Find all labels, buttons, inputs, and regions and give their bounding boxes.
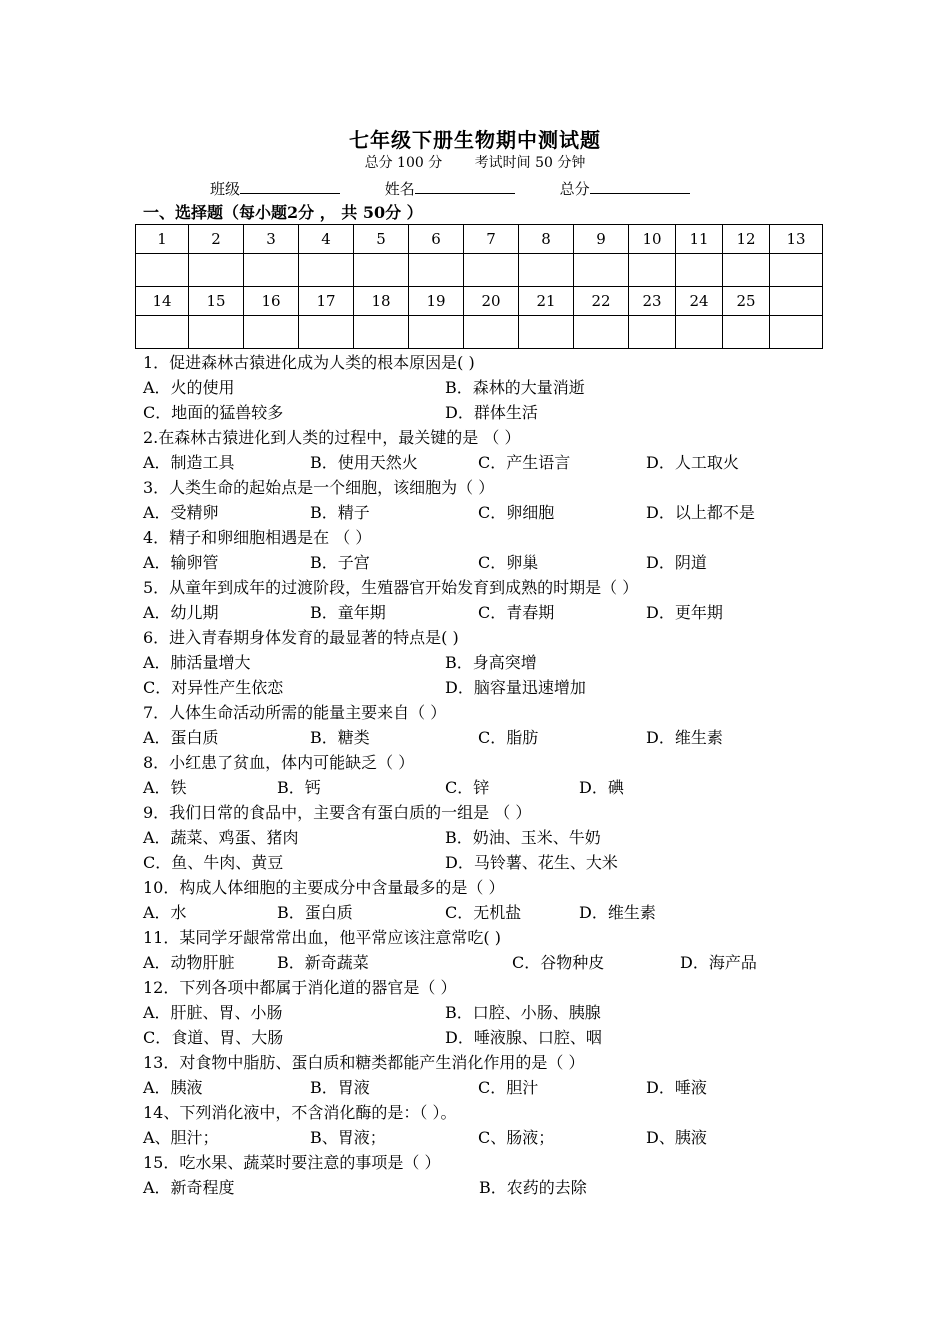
option-choice[interactable]: B．钙: [277, 778, 321, 797]
total-score-text: 总分 100 分: [364, 155, 443, 171]
option-choice[interactable]: D．海产品: [680, 953, 757, 972]
question-number-cell: 24: [676, 287, 723, 316]
question-stem: 15．吃水果、蔬菜时要注意的事项是（ ）: [143, 1153, 441, 1172]
option-row: [143, 725, 843, 750]
option-choice[interactable]: D、胰液: [646, 1128, 707, 1147]
question-number-cell: 9: [574, 225, 629, 254]
option-choice[interactable]: A．肝脏、胃、小肠: [143, 1003, 283, 1022]
option-choice[interactable]: B、胃液；: [310, 1128, 386, 1147]
number-row: [136, 225, 823, 254]
question-number-cell: 5: [354, 225, 409, 254]
answer-cell[interactable]: [244, 316, 299, 349]
option-choice[interactable]: A．幼儿期: [143, 603, 219, 622]
question-stem: 11．某同学牙龈常常出血，他平常应该注意常吃( ): [143, 928, 501, 947]
answer-cell[interactable]: [189, 316, 244, 349]
answer-cell[interactable]: [354, 316, 409, 349]
option-choice[interactable]: A．肺活量增大: [143, 653, 251, 672]
option-choice[interactable]: B．口腔、小肠、胰腺: [445, 1003, 601, 1022]
option-choice[interactable]: D．以上都不是: [646, 503, 755, 522]
answer-cell[interactable]: [519, 254, 574, 287]
question-number-cell: 16: [244, 287, 299, 316]
question-number-cell: 13: [770, 225, 823, 254]
answer-row: [136, 316, 823, 349]
option-choice[interactable]: A．火的使用: [143, 378, 235, 397]
answer-cell[interactable]: [299, 254, 354, 287]
question-number-cell: 17: [299, 287, 354, 316]
option-row: [143, 1075, 843, 1100]
answer-cell[interactable]: [723, 316, 770, 349]
answer-cell[interactable]: [629, 254, 676, 287]
question-number-cell: 6: [409, 225, 464, 254]
option-row: [143, 1125, 843, 1150]
answer-cell[interactable]: [629, 316, 676, 349]
question-number-cell: 15: [189, 287, 244, 316]
option-choice[interactable]: B．子宫: [310, 553, 370, 572]
option-choice[interactable]: D．脑容量迅速增加: [445, 678, 586, 697]
option-row: [143, 1000, 843, 1025]
question-stem: 14、下列消化液中，不含消化酶的是：（ ）。: [143, 1103, 457, 1122]
option-choice[interactable]: B．童年期: [310, 603, 386, 622]
name-blank[interactable]: [415, 179, 515, 194]
option-choice[interactable]: B．胃液: [310, 1078, 370, 1097]
option-choice[interactable]: B．蛋白质: [277, 903, 353, 922]
answer-row: [136, 254, 823, 287]
option-choice[interactable]: D．碘: [579, 778, 624, 797]
answer-cell[interactable]: [770, 316, 823, 349]
question-stem: 2.在森林古猿进化到人类的过程中，最关键的是 （ ）: [143, 428, 521, 447]
option-row: [143, 450, 843, 475]
answer-cell[interactable]: [136, 316, 189, 349]
total-label: 总分: [559, 180, 590, 198]
question-stem: 5．从童年到成年的过渡阶段，生殖器官开始发育到成熟的时期是（ ）: [143, 578, 639, 597]
option-choice[interactable]: C．无机盐: [445, 903, 522, 922]
student-info: [210, 178, 730, 199]
option-choice[interactable]: C、肠液；: [478, 1128, 555, 1147]
name-label: 姓名: [384, 180, 415, 198]
option-row: [143, 950, 843, 975]
option-choice[interactable]: B．新奇蔬菜: [277, 953, 369, 972]
number-row: [136, 287, 823, 316]
question-stem: 6．进入青春期身体发育的最显著的特点是( ): [143, 628, 459, 647]
option-choice[interactable]: D．唾液: [646, 1078, 707, 1097]
answer-cell[interactable]: [574, 316, 629, 349]
option-choice[interactable]: B．使用天然火: [310, 453, 418, 472]
question-number-cell: 11: [676, 225, 723, 254]
question-stem: 7．人体生命活动所需的能量主要来自（ ）: [143, 703, 447, 722]
question-number-cell: 14: [136, 287, 189, 316]
option-row: [143, 1025, 843, 1050]
option-choice[interactable]: A．蛋白质: [143, 728, 219, 747]
answer-cell[interactable]: [574, 254, 629, 287]
answer-cell[interactable]: [676, 316, 723, 349]
question-number-cell: 23: [629, 287, 676, 316]
question-stem: 4．精子和卵细胞相遇是在 （ ）: [143, 528, 372, 547]
question-number-cell: 25: [723, 287, 770, 316]
question-stem: 10．构成人体细胞的主要成分中含量最多的是（ ）: [143, 878, 505, 897]
question-number-cell: 7: [464, 225, 519, 254]
option-choice[interactable]: C．卵巢: [478, 553, 539, 572]
option-row: [143, 600, 843, 625]
answer-cell[interactable]: [244, 254, 299, 287]
answer-cell[interactable]: [354, 254, 409, 287]
option-row: [143, 650, 843, 675]
answer-cell[interactable]: [676, 254, 723, 287]
answer-cell[interactable]: [189, 254, 244, 287]
option-choice[interactable]: B．森林的大量消逝: [445, 378, 585, 397]
question-number-cell: 8: [519, 225, 574, 254]
question-number-cell: 20: [464, 287, 519, 316]
answer-cell[interactable]: [464, 254, 519, 287]
option-choice[interactable]: D．唾液腺、口腔、咽: [445, 1028, 602, 1047]
question-number-cell: 4: [299, 225, 354, 254]
answer-cell[interactable]: [770, 254, 823, 287]
answer-cell[interactable]: [299, 316, 354, 349]
option-choice[interactable]: A．蔬菜、鸡蛋、猪肉: [143, 828, 299, 847]
option-choice[interactable]: B．农药的去除: [479, 1178, 587, 1197]
question-stem: 1．促进森林古猿进化成为人类的根本原因是( ): [143, 353, 475, 372]
option-choice[interactable]: A．胰液: [143, 1078, 203, 1097]
option-choice[interactable]: A、胆汁；: [143, 1128, 219, 1147]
question-stem: 8．小红患了贫血，体内可能缺乏（ ）: [143, 753, 415, 772]
page-title: 七年级下册生物期中测试题: [349, 128, 601, 152]
question-number-cell: 2: [189, 225, 244, 254]
question-number-cell: 19: [409, 287, 464, 316]
name-field: [385, 178, 515, 199]
option-row: [143, 675, 843, 700]
option-choice[interactable]: D．维生素: [646, 728, 723, 747]
option-choice[interactable]: C．胆汁: [478, 1078, 539, 1097]
question-stem: 13．对食物中脂肪、蛋白质和糖类都能产生消化作用的是（ ）: [143, 1053, 585, 1072]
option-choice[interactable]: C．对异性产生依恋: [143, 678, 284, 697]
option-choice[interactable]: D．维生素: [579, 903, 656, 922]
total-blank[interactable]: [590, 179, 690, 194]
question-stem: 9．我们日常的食品中，主要含有蛋白质的一组是 （ ）: [143, 803, 532, 822]
answer-cell[interactable]: [409, 316, 464, 349]
answer-table: [135, 224, 823, 349]
option-choice[interactable]: A．受精卵: [143, 503, 219, 522]
option-choice[interactable]: D．人工取火: [646, 453, 739, 472]
question-number-cell: 18: [354, 287, 409, 316]
question-number-cell: 10: [629, 225, 676, 254]
option-row: [143, 400, 843, 425]
option-choice[interactable]: D．更年期: [646, 603, 723, 622]
question-number-cell: 12: [723, 225, 770, 254]
question-number-cell: 21: [519, 287, 574, 316]
option-row: [143, 550, 843, 575]
question-number-cell: 22: [574, 287, 629, 316]
option-choice[interactable]: A．输卵管: [143, 553, 219, 572]
option-choice[interactable]: C．产生语言: [478, 453, 571, 472]
option-choice[interactable]: C．锌: [445, 778, 490, 797]
option-row: [143, 500, 843, 525]
option-row: [143, 850, 843, 875]
question-number-cell: 1: [136, 225, 189, 254]
answer-cell[interactable]: [409, 254, 464, 287]
option-choice[interactable]: B．糖类: [310, 728, 370, 747]
question-list: [143, 350, 843, 1200]
option-choice[interactable]: C．脂肪: [478, 728, 539, 747]
question-number-cell: [770, 287, 823, 316]
option-choice[interactable]: A．制造工具: [143, 453, 235, 472]
option-choice[interactable]: C．谷物种皮: [512, 953, 605, 972]
answer-cell[interactable]: [519, 316, 574, 349]
option-row: [143, 825, 843, 850]
class-label: 班级: [210, 180, 241, 198]
option-choice[interactable]: C．鱼、牛肉、黄豆: [143, 853, 284, 872]
question-number-cell: 3: [244, 225, 299, 254]
option-row: [143, 375, 843, 400]
option-choice[interactable]: A．水: [143, 903, 187, 922]
option-choice[interactable]: C．卵细胞: [478, 503, 555, 522]
section-heading: 一、选择题（每小题2分 ， 共 50分 ）: [143, 203, 423, 222]
option-row: [143, 900, 843, 925]
option-choice[interactable]: D．阴道: [646, 553, 707, 572]
option-row: [143, 775, 843, 800]
option-choice[interactable]: B．奶油、玉米、牛奶: [445, 828, 601, 847]
answer-cell[interactable]: [464, 316, 519, 349]
option-choice[interactable]: D．群体生活: [445, 403, 538, 422]
question-stem: 12．下列各项中都属于消化道的器官是（ ）: [143, 978, 457, 997]
option-choice[interactable]: C．食道、胃、大肠: [143, 1028, 284, 1047]
answer-cell[interactable]: [723, 254, 770, 287]
option-choice[interactable]: C．青春期: [478, 603, 555, 622]
option-choice[interactable]: D．马铃薯、花生、大米: [445, 853, 618, 872]
answer-cell[interactable]: [136, 254, 189, 287]
option-choice[interactable]: A．新奇程度: [143, 1178, 235, 1197]
exam-time-text: 考试时间 50 分钟: [474, 155, 586, 171]
question-stem: 3．人类生命的起始点是一个细胞，该细胞为（ ）: [143, 478, 495, 497]
option-choice[interactable]: B．精子: [310, 503, 370, 522]
option-row: [143, 1175, 843, 1200]
class-field: [210, 178, 340, 199]
option-choice[interactable]: A．铁: [143, 778, 187, 797]
option-choice[interactable]: B．身高突增: [445, 653, 537, 672]
option-choice[interactable]: A．动物肝脏: [143, 953, 235, 972]
total-field: [560, 178, 690, 199]
option-choice[interactable]: C．地面的猛兽较多: [143, 403, 284, 422]
exam-subtitle: [0, 152, 950, 172]
class-blank[interactable]: [240, 179, 340, 194]
